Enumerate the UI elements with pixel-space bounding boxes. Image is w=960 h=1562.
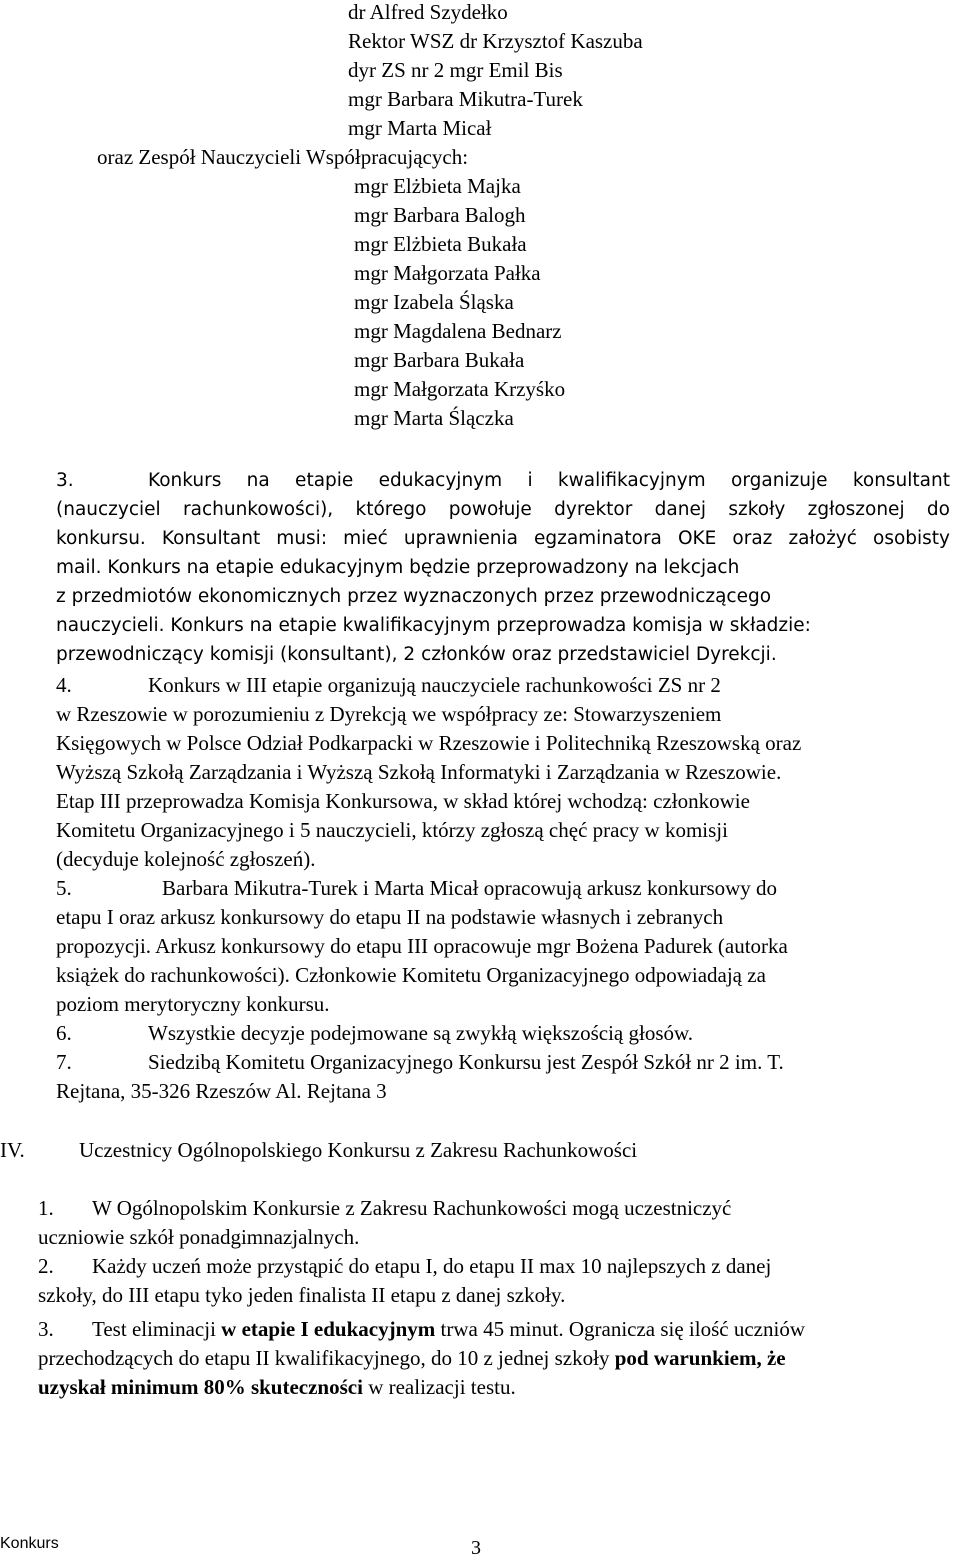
point-3-line: Konkurs na etapie edukacyjnym i kwalifikacyjnym organizuje konsultant xyxy=(148,470,950,491)
point-3-line: konkursu. Konsultant musi: mieć uprawnienia egzaminatora OKE oraz założyć osobisty xyxy=(56,528,950,549)
point-5-line: Barbara Mikutra-Turek i Marta Micał opracowują arkusz konkursowy do xyxy=(162,876,778,900)
point-5-number: 5. xyxy=(56,876,72,900)
point-4-line: Księgowych w Polsce Odział Podkarpacki w Rzeszowie i Politechniką Rzeszowską oraz xyxy=(56,731,802,755)
team-member: mgr Barbara Bukała xyxy=(354,348,525,372)
participants-1-number: 1. xyxy=(38,1196,54,1220)
committee-name: dyr ZS nr 2 mgr Emil Bis xyxy=(348,58,563,82)
participants-3-line xyxy=(38,1344,786,1372)
team-member: mgr Elżbieta Bukała xyxy=(354,232,527,256)
point-5-line: etapu I oraz arkusz konkursowy do etapu II na podstawie własnych i zebranych xyxy=(56,905,724,929)
participants-2-line: szkoły, do III etapu tyko jeden finalista II etapu z danej szkoły. xyxy=(38,1283,566,1307)
point-6-number: 6. xyxy=(56,1021,72,1045)
team-member: mgr Małgorzata Krzyśko xyxy=(354,377,566,401)
point-3-line: nauczycieli. Konkurs na etapie kwalifikacyjnym przeprowadza komisja w składzie: xyxy=(56,615,811,636)
participants-3-line xyxy=(38,1373,516,1401)
participants-3-number: 3. xyxy=(38,1317,54,1341)
team-member: mgr Izabela Śląska xyxy=(354,290,514,314)
participants-3-text: Test eliminacji xyxy=(92,1317,222,1341)
point-4-line: (decyduje kolejność zgłoszeń). xyxy=(56,847,316,871)
section-numeral: IV. xyxy=(0,1138,25,1162)
point-7-line: Rejtana, 35-326 Rzeszów Al. Rejtana 3 xyxy=(56,1079,387,1103)
point-7-number: 7. xyxy=(56,1050,72,1074)
participants-1-line: uczniowie szkół ponadgimnazjalnych. xyxy=(38,1225,360,1249)
committee-name: mgr Marta Micał xyxy=(348,116,492,140)
point-4-number: 4. xyxy=(56,673,72,697)
point-4-line: Konkurs w III etapie organizują nauczyciele rachunkowości ZS nr 2 xyxy=(148,673,721,697)
participants-2-line: Każdy uczeń może przystąpić do etapu I, do etapu II max 10 najlepszych z danej xyxy=(92,1254,772,1278)
participants-1-line: W Ogólnopolskim Konkursie z Zakresu Rachunkowości mogą uczestniczyć xyxy=(92,1196,732,1220)
point-5-line: propozycji. Arkusz konkursowy do etapu III opracowuje mgr Bożena Padurek (autorka xyxy=(56,934,788,958)
point-5-line: poziom merytoryczny konkursu. xyxy=(56,992,330,1016)
point-3-number: 3. xyxy=(56,470,74,491)
point-3-line: z przedmiotów ekonomicznych przez wyznaczonych przez przewodniczącego xyxy=(56,586,772,607)
participants-3-text: trwa 45 minut. Ogranicza się ilość uczniów xyxy=(435,1317,805,1341)
point-7-line: Siedzibą Komitetu Organizacyjnego Konkursu jest Zespół Szkół nr 2 im. T. xyxy=(148,1050,784,1074)
participants-3-bold: uzyskał minimum 80% skuteczności xyxy=(38,1375,363,1399)
participants-3-text: przechodzących do etapu II kwalifikacyjnego, do 10 z jednej szkoły xyxy=(38,1346,615,1370)
section-title: Uczestnicy Ogólnopolskiego Konkursu z Zakresu Rachunkowości xyxy=(79,1138,638,1162)
committee-name: Rektor WSZ dr Krzysztof Kaszuba xyxy=(348,29,643,53)
committee-name: dr Alfred Szydełko xyxy=(348,0,508,24)
participants-3-text: w realizacji testu. xyxy=(362,1375,516,1399)
participants-2-number: 2. xyxy=(38,1254,54,1278)
participants-3-bold: w etapie I edukacyjnym xyxy=(221,1317,436,1341)
point-3-line: przewodniczący komisji (konsultant), 2 członków oraz przedstawiciel Dyrekcji. xyxy=(56,644,777,665)
participants-3-line xyxy=(92,1315,805,1343)
team-label: oraz Zespół Nauczycieli Współpracujących: xyxy=(97,145,469,169)
team-member: mgr Małgorzata Pałka xyxy=(354,261,541,285)
point-3-line: mail. Konkurs na etapie edukacyjnym będzie przeprowadzony na lekcjach xyxy=(56,557,740,578)
participants-3-bold: pod warunkiem, że xyxy=(614,1346,786,1370)
point-6-text: Wszystkie decyzje podejmowane są zwykłą większością głosów. xyxy=(148,1021,694,1045)
team-member: mgr Elżbieta Majka xyxy=(354,174,521,198)
team-member: mgr Magdalena Bednarz xyxy=(354,319,562,343)
footer-label: Konkurs xyxy=(0,1535,59,1552)
team-member: mgr Barbara Balogh xyxy=(354,203,526,227)
point-4-line: Etap III przeprowadza Komisja Konkursowa, w skład której wchodzą: członkowie xyxy=(56,789,750,813)
page-number: 3 xyxy=(471,1537,481,1559)
point-4-line: Wyższą Szkołą Zarządzania i Wyższą Szkołą Informatyki i Zarządzania w Rzeszowie. xyxy=(56,760,782,784)
point-4-line: w Rzeszowie w porozumieniu z Dyrekcją we współpracy ze: Stowarzyszeniem xyxy=(56,702,722,726)
point-5-line: książek do rachunkowości). Członkowie Komitetu Organizacyjnego odpowiadają za xyxy=(56,963,766,987)
point-4-line: Komitetu Organizacyjnego i 5 nauczycieli, którzy zgłoszą chęć pracy w komisji xyxy=(56,818,728,842)
point-3-line: (nauczyciel rachunkowości), którego powołuje dyrektor danej szkoły zgłoszonej do xyxy=(56,499,950,520)
committee-name: mgr Barbara Mikutra-Turek xyxy=(348,87,583,111)
team-member: mgr Marta Ślączka xyxy=(354,406,514,430)
